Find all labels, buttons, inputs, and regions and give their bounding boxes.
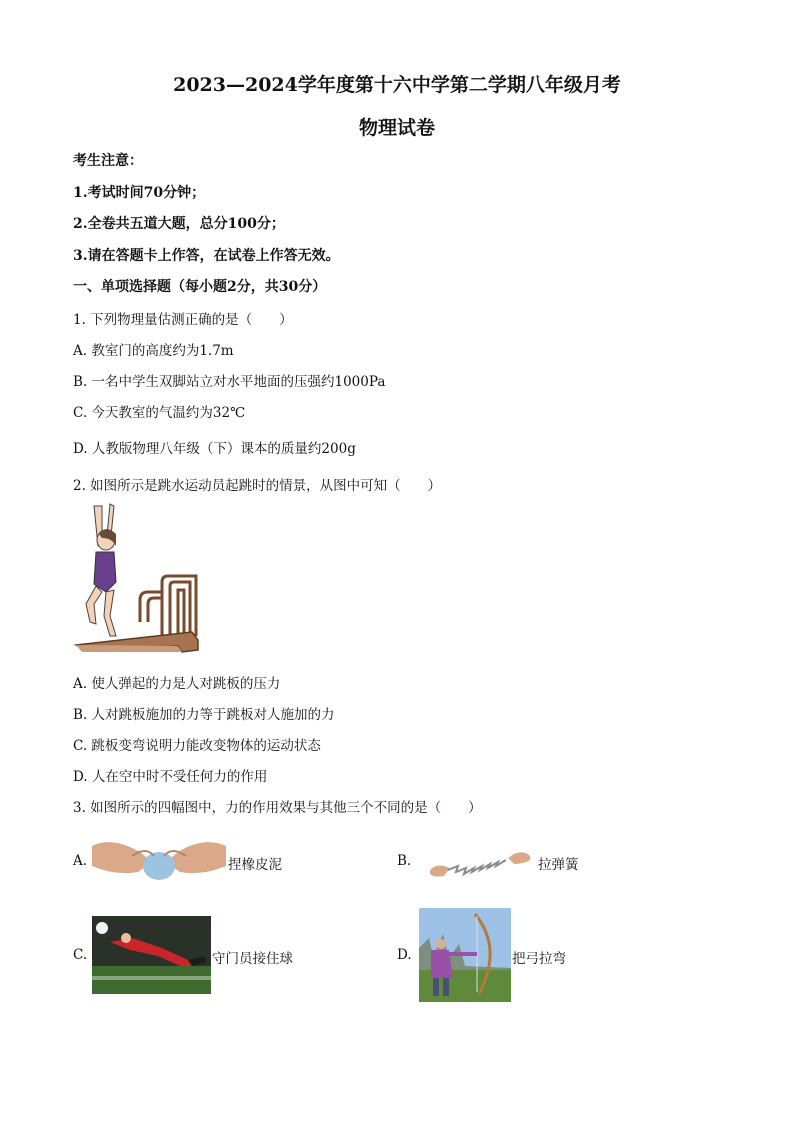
q3-option-c-caption: 守门员接住球 [212,951,293,967]
q1-option-d: D. 人教版物理八年级（下）课本的质量约200g [73,441,356,457]
exam-subtitle: 物理试卷 [358,117,435,139]
q3-option-d-caption: 把弓拉弯 [512,951,566,967]
q3-option-b-caption: 拉弹簧 [538,857,579,873]
archer-image [419,908,511,1002]
q1-stem: 1. 下列物理量估测正确的是（ ） [73,312,293,328]
q1-option-b: B. 一名中学生双脚站立对水平地面的压强约1000Pa [73,374,386,390]
notice-item-3: 3.请在答题卡上作答，在试卷上作答无效。 [73,248,340,264]
q1-option-c: C. 今天教室的气温约为32℃ [73,405,246,421]
q2-option-b: B. 人对跳板施加的力等于跳板对人施加的力 [73,707,335,723]
q2-option-a: A. 使人弹起的力是人对跳板的压力 [73,676,281,692]
notice-item-1: 1.考试时间70分钟； [73,185,206,201]
q2-option-c: C. 跳板变弯说明力能改变物体的运动状态 [73,738,321,754]
q3-stem: 3. 如图所示的四幅图中，力的作用效果与其他三个不同的是（ ） [73,800,482,816]
diver-illustration [72,500,200,663]
spring-pull-image [428,846,532,882]
goalkeeper-image [92,916,211,994]
notice-item-2: 2.全卷共五道大题，总分100分； [73,216,285,232]
q3-option-c-letter: C. [73,947,88,963]
clay-squeeze-image [92,832,226,888]
exam-title: 2023—2024学年度第十六中学第二学期八年级月考 [173,74,621,96]
q2-stem: 2. 如图所示是跳水运动员起跳时的情景，从图中可知（ ） [73,478,442,494]
q3-option-a-caption: 捏橡皮泥 [228,857,282,873]
q1-option-a: A. 教室门的高度约为1.7m [73,343,234,359]
q3-option-d-letter: D. [397,947,412,963]
q3-option-b-letter: B. [397,853,412,869]
section-heading: 一、单项选择题（每小题2分，共30分） [73,279,327,295]
q2-option-d: D. 人在空中时不受任何力的作用 [73,769,268,785]
notice-heading: 考生注意： [73,153,143,169]
q3-option-a-letter: A. [73,853,88,869]
